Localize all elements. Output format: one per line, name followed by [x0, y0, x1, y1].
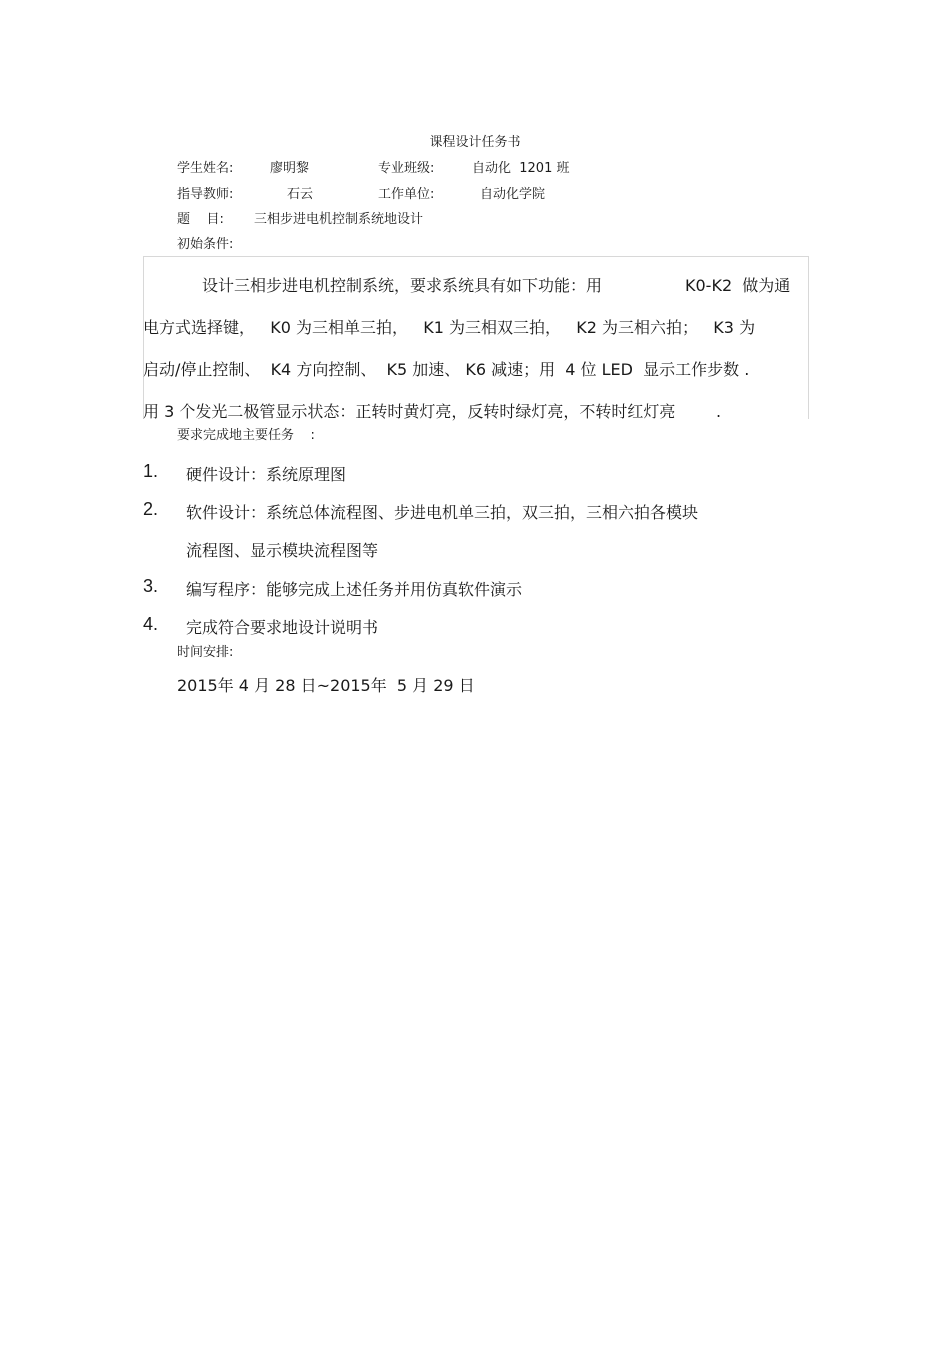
conditions-label: 初始条件:	[177, 237, 234, 252]
conditions-line-3: 启动/停止控制、 K4 方向控制、 K5 加速、 K6 减速；用 4 位 LED 显示工作步数 .	[143, 360, 750, 379]
task-3-text: 编写程序：能够完成上述任务并用仿真软件演示	[186, 580, 523, 599]
unit-value: 自动化学院	[480, 187, 546, 202]
unit-label: 工作单位:	[378, 187, 435, 202]
conditions-line-1: 设计三相步进电机控制系统，要求系统具有如下功能：用	[202, 276, 603, 295]
task-1-text: 硬件设计：系统原理图	[186, 465, 347, 484]
topic-label: 题 目:	[177, 212, 224, 227]
conditions-line-2: 电方式选择键， K0 为三相单三拍， K1 为三相双三拍， K2 为三相六拍； K3 为	[143, 318, 756, 337]
task-2-text: 软件设计：系统总体流程图、步进电机单三拍，双三拍，三相六拍各模块	[186, 503, 699, 522]
requirements-label: 要求完成地主要任务 :	[177, 428, 315, 443]
task-4-text: 完成符合要求地设计说明书	[186, 618, 379, 637]
advisor-name: 石云	[287, 187, 314, 202]
task-4-number: 4.	[143, 614, 159, 634]
class-label: 专业班级:	[378, 161, 435, 176]
student-label: 学生姓名:	[177, 161, 234, 176]
task-2-continuation: 流程图、显示模块流程图等	[186, 541, 379, 560]
student-name: 廖明黎	[270, 161, 310, 176]
conditions-line-4: 用 3 个发光二极管显示状态：正转时黄灯亮，反转时绿灯亮，不转时红灯亮 .	[143, 402, 722, 421]
conditions-line-1-end: K0-K2 做为通	[685, 276, 791, 295]
schedule-value: 2015年 4 月 28 日~2015年 5 月 29 日	[177, 676, 475, 695]
task-2-number: 2.	[143, 499, 159, 519]
advisor-label: 指导教师:	[177, 187, 234, 202]
document-title: 课程设计任务书	[429, 135, 521, 150]
class-value: 自动化 1201 班	[472, 161, 570, 176]
schedule-label: 时间安排:	[177, 645, 234, 660]
task-3-number: 3.	[143, 576, 159, 596]
task-1-number: 1.	[143, 461, 159, 481]
topic-value: 三相步进电机控制系统地设计	[254, 212, 424, 227]
